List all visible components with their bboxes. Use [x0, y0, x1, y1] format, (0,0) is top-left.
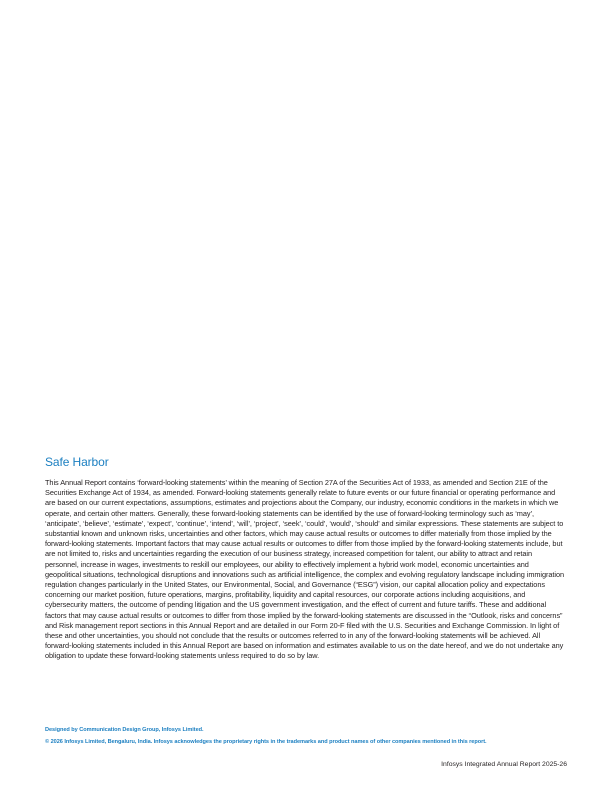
- page-footer-title: Infosys Integrated Annual Report 2025-26: [441, 761, 567, 768]
- copyright-notice: © 2026 Infosys Limited, Bengaluru, India. Infosys acknowledges the proprietary rights in the trademarks and product names of other companies mentioned in this report.: [45, 739, 487, 745]
- safe-harbor-section: [45, 455, 565, 662]
- safe-harbor-heading: Safe Harbor: [45, 455, 109, 469]
- credits-block: [45, 724, 575, 748]
- design-credit: Designed by Communication Design Group, Infosys Limited.: [45, 727, 204, 733]
- safe-harbor-body: This Annual Report contains ‘forward-looking statements’ within the meaning of Section 27A of the Securities Act of 1933, as amended and Section 21E of the Securities Exchange Act of 1934, as amended. Forward-looking statements generally relate to future events or our future financial or operating performance and are based on our current expectations, assumptions, estimates and projections about the Company, our industry, economic conditions in the markets in which we operate, and certain other matters. Generally, these forward-looking statements can be identified by the use of forward-looking terminology such as ‘may’, ‘anticipate’, ‘believe’, ‘estimate’, ‘expect’, ‘continue’, ‘intend’, ‘will’, ‘project’, ‘seek’, ‘could’, ‘would’, ‘should’ and similar expressions. These statements are subject to substantial known and unknown risks, uncertainties and other factors, which may cause actual results or outcomes to differ materially from those implied by the forward-looking statements. Important factors that may cause actual results or outcomes to differ from those implied by the forward-looking statements include, but are not limited to, risks and uncertainties regarding the execution of our business strategy, increased competition for talent, our ability to attract and retain personnel, increase in wages, investments to reskill our employees, our ability to effectively implement a hybrid work model, economic uncertainties and geopolitical situations, technological disruptions and innovations such as artificial intelligence, the complex and evolving regulatory landscape including immigration regulation changes particularly in the United States, our Environmental, Social, and Governance (“ESG”) vision, our capital allocation policy and expectations concerning our market position, future operations, margins, profitability, liquidity and capital resources, our corporate actions including acquisitions, and cybersecurity matters, the outcome of pending litigation and the US government investigation, and the effect of current and future tariffs. These and additional factors that may cause actual results or outcomes to differ from those implied by the forward-looking statements are discussed in the “Outlook, risks and concerns” and Risk management report sections in this Annual Report and are detailed in our Form 20-F filed with the U.S. Securities and Exchange Commission. In light of these and other uncertainties, you should not conclude that the results or outcomes referred to in any of the forward-looking statements will be achieved. All forward-looking statements included in this Annual Report are based on information and estimates available to us on the date hereof, and we do not undertake any obligation to update these forward-looking statements unless required to do so by law.: [45, 478, 565, 661]
